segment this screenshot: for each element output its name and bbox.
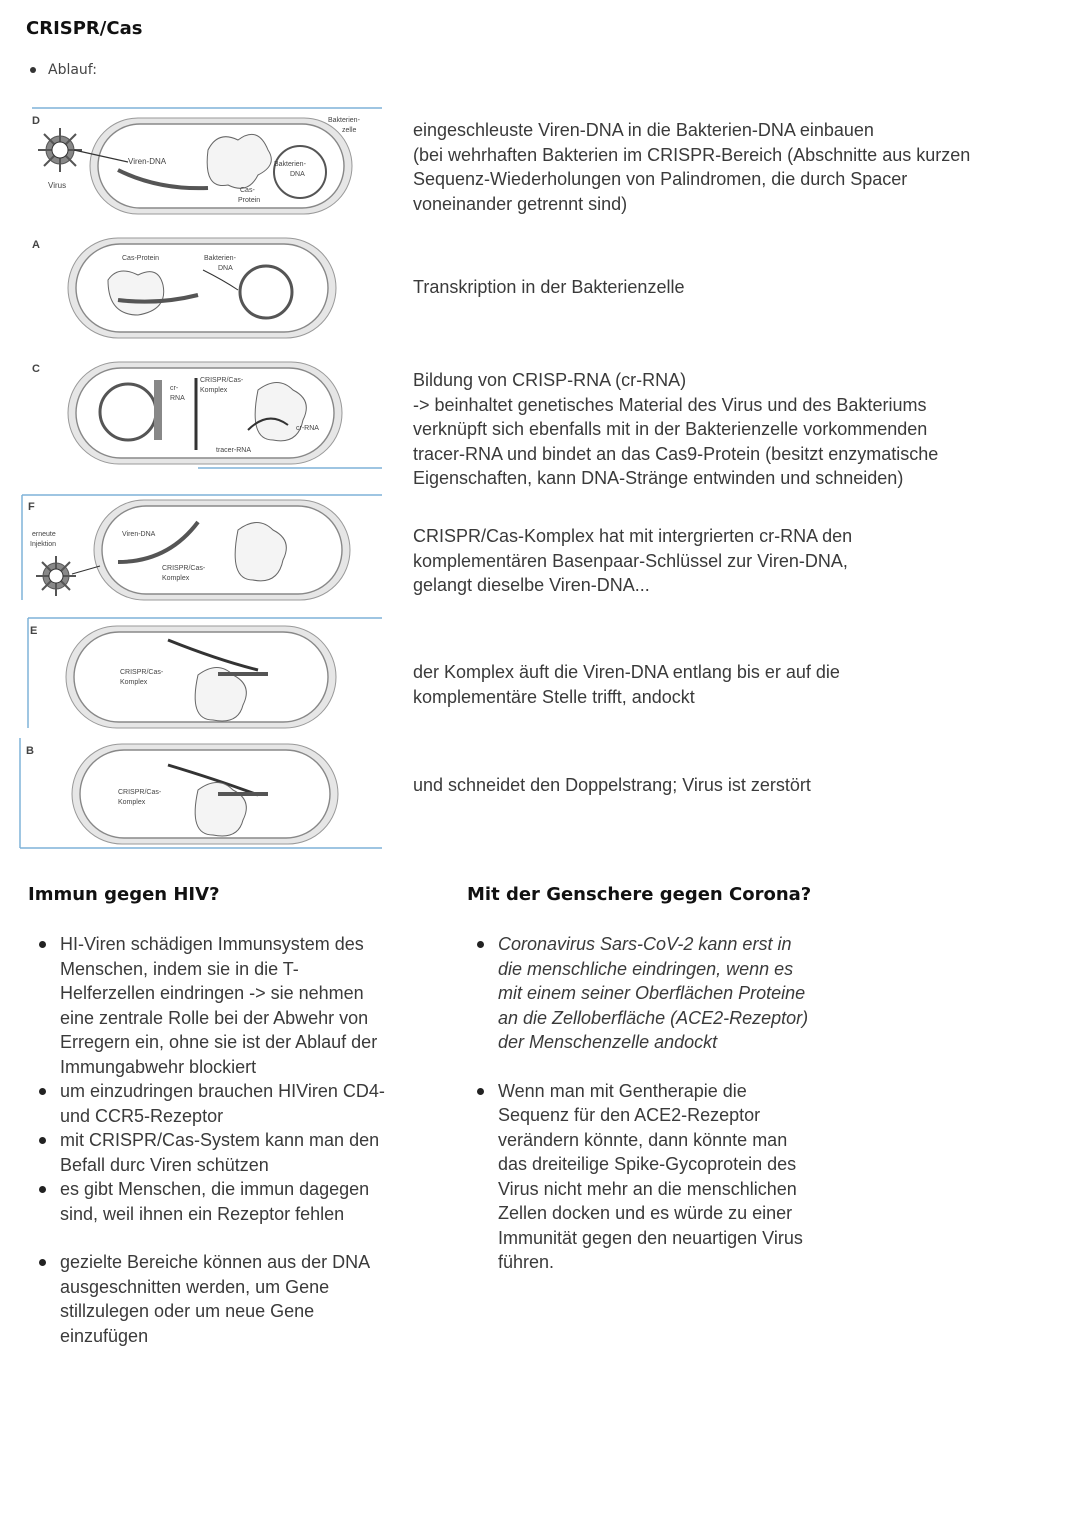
hiv-list xyxy=(30,932,390,1348)
corona-title: Mit der Genschere gegen Corona? xyxy=(467,884,812,905)
step-text-e: der Komplex äuft die Viren-DNA entlang bis er auf die komplementäre Stelle trifft, andockt xyxy=(413,662,840,707)
corona-list xyxy=(468,932,818,1275)
diagram-label: Virus xyxy=(48,181,67,190)
diagram-label: DNA xyxy=(218,265,233,272)
list-item: mit CRISPR/Cas-System kann man den Befall durc Viren schützen xyxy=(30,1128,390,1177)
list-item: um einzudringen brauchen HIViren CD4- und CCR5-Rezeptor xyxy=(30,1079,390,1128)
page-title: CRISPR/Cas xyxy=(26,18,143,39)
panel-e xyxy=(30,625,336,728)
step-text-d: eingeschleuste Viren-DNA in die Bakterien-DNA einbauen (bei wehrhaften Bakterien im CRISPR-Bereich (Abschnitte aus kurzen Sequenz-Wiederholungen von Palindromen, die durch Spacer voneinander getrennt sind) xyxy=(413,120,971,214)
diagram-label: cr- xyxy=(170,385,179,392)
panel-c xyxy=(32,362,342,464)
diagram-label: DNA xyxy=(290,171,305,178)
panel-letter: B xyxy=(26,745,34,757)
diagram-label: cr-RNA xyxy=(296,425,319,432)
panel-a xyxy=(32,238,336,338)
panel-letter: A xyxy=(32,239,40,251)
diagram-label: RNA xyxy=(170,395,185,402)
diagram-label: Cas-Protein xyxy=(122,255,159,262)
diagram-label: Bakterien- xyxy=(328,117,360,124)
crispr-diagram xyxy=(18,100,388,860)
diagram-label: Komplex xyxy=(200,387,228,394)
diagram-label: CRISPR/Cas- xyxy=(200,377,244,384)
diagram-label: Komplex xyxy=(118,799,146,806)
bullet-dot xyxy=(30,67,36,73)
panel-d xyxy=(32,115,361,214)
panel-letter: C xyxy=(32,363,40,375)
ablauf-bullet xyxy=(30,62,97,78)
diagram-label: Protein xyxy=(238,197,261,204)
list-item: Wenn man mit Gentherapie die Sequenz für den ACE2-Rezeptor verändern könnte, dann könnte man das dreiteilige Spike-Gycoprotein des Virus nicht mehr an die menschlichen Zellen docken und es würde zu einer Immunität gegen den neuartigen Virus führen. xyxy=(468,1079,818,1275)
step-text-a: Transkription in der Bakterienzelle xyxy=(413,277,685,297)
diagram-label: CRISPR/Cas- xyxy=(120,669,164,676)
list-item: HI-Viren schädigen Immunsystem des Menschen, indem sie in die T-Helferzellen eindringen -> sie nehmen eine zentrale Rolle bei der Abwehr von Erregern ein, ohne sie ist der Ablauf der Immungabwehr blockiert xyxy=(30,932,390,1079)
diagram-label: tracer-RNA xyxy=(216,447,252,454)
step-text-f: CRISPR/Cas-Komplex hat mit intergrierten cr-RNA den komplementären Basenpaar-Schlüssel zur Viren-DNA, gelangt dieselbe Viren-DNA... xyxy=(413,526,853,595)
list-item: gezielte Bereiche können aus der DNA ausgeschnitten werden, um Gene stillzulegen oder um neue Gene einzufügen xyxy=(30,1250,390,1348)
ablauf-label: Ablauf: xyxy=(48,62,97,78)
hiv-title: Immun gegen HIV? xyxy=(28,884,220,905)
panel-b xyxy=(26,744,338,844)
panel-letter: D xyxy=(32,115,40,127)
diagram-label: Viren-DNA xyxy=(122,531,156,538)
diagram-label: CRISPR/Cas- xyxy=(162,565,206,572)
diagram-label: Injektion xyxy=(30,541,57,548)
panel-letter: E xyxy=(30,625,38,637)
panel-f xyxy=(28,500,350,600)
list-item: es gibt Menschen, die immun dagegen sind, weil ihnen ein Rezeptor fehlen xyxy=(30,1177,390,1226)
step-text-b: und schneidet den Doppelstrang; Virus ist zerstört xyxy=(413,775,811,795)
panel-letter: F xyxy=(28,501,35,513)
diagram-label: CRISPR/Cas- xyxy=(118,789,162,796)
diagram-label: erneute xyxy=(32,531,56,538)
diagram-label: Cas- xyxy=(240,187,255,194)
diagram-label: Komplex xyxy=(120,679,148,686)
list-item: Coronavirus Sars-CoV-2 kann erst in die menschliche eindringen, wenn es mit einem seiner Oberflächen Proteine an die Zelloberfläche (ACE2-Rezeptor) der Menschenzelle andockt xyxy=(468,932,818,1055)
step-text-c: Bildung von CRISP-RNA (cr-RNA) -> beinhaltet genetisches Material des Virus und des Bakteriums verknüpft sich ebenfalls mit in der Bakterienzelle vorkommenden tracer-RNA und bindet an das Cas9-Protein (besitzt enzymatische Eigenschaften, kann DNA-Stränge entwinden und schneiden) xyxy=(413,370,939,488)
diagram-label: Viren-DNA xyxy=(128,157,167,166)
diagram-label: Bakterien- xyxy=(274,161,306,168)
diagram-label: Bakterien- xyxy=(204,255,236,262)
diagram-label: zelle xyxy=(342,127,357,134)
diagram-label: Komplex xyxy=(162,575,190,582)
